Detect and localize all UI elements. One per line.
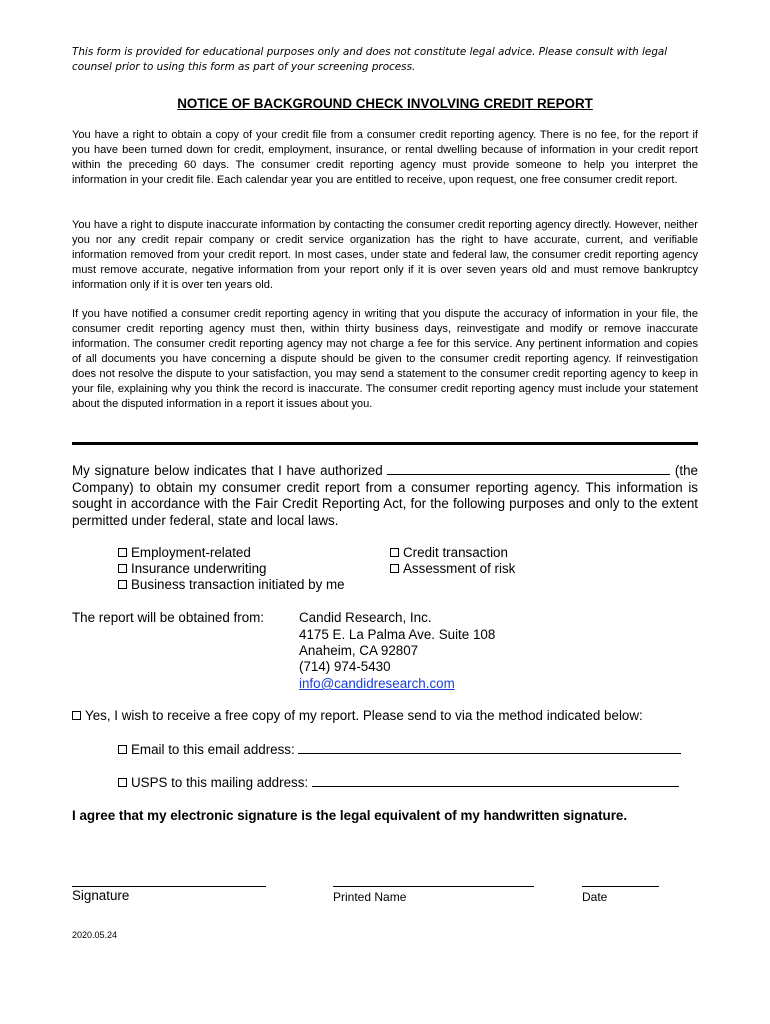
printed-name-label: Printed Name	[333, 890, 407, 904]
authorization-rest: (the Company) to obtain my consumer credit report from a consumer reporting agency. This information is sought in accordance with the Fair Credit Reporting Act, for the following purposes and only to the extent permitted under federal, state and local laws.	[72, 463, 698, 528]
obtained-from-label: The report will be obtained from:	[72, 610, 265, 625]
agency-city: Anaheim, CA 92807	[299, 643, 419, 658]
paragraph-reinvestigation: If you have notified a consumer credit reporting agency in writing that you dispute the accuracy of information in your file, the consumer credit reporting agency must then, within thirty business days, reinvestigate and modify or remove inaccurate information. The consumer credit reporting agency may not charge a fee for this service. Any pertinent information and copies of all documents you have concerning a dispute should be given to the consumer credit reporting agency. If reinvestigation does not resolve the dispute to your satisfaction, you may send a statement to the consumer credit reporting agency to keep in your file, explaining why you think the record is inaccurate. The consumer credit reporting agency must include your statement about the disputed information in a report it issues about you.	[72, 308, 698, 410]
authorization-lead: My signature below indicates that I have authorized	[72, 463, 383, 478]
checkbox-credit[interactable]	[390, 548, 399, 557]
checkbox-risk[interactable]	[390, 564, 399, 573]
copy-usps-label: USPS to this mailing address:	[131, 775, 309, 790]
checkbox-employment[interactable]	[118, 548, 127, 557]
email-address-field[interactable]	[298, 741, 681, 754]
paragraph-right-to-copy: You have a right to obtain a copy of your credit file from a consumer credit reporting agency. There is no fee, for the report if you have been turned down for credit, employment, insurance, or rental dwelling because of information in your credit report within the preceding 60 days. The consumer credit reporting agency must provide someone to help you interpret the information in your credit file. Each calendar year you are entitled to receive, upon request, one free consumer credit report.	[72, 129, 698, 186]
page-title: NOTICE OF BACKGROUND CHECK INVOLVING CREDIT REPORT	[177, 96, 593, 111]
date-line[interactable]	[582, 886, 659, 887]
signature-label: Signature	[72, 888, 130, 903]
purpose-insurance[interactable]	[118, 561, 266, 578]
checkbox-copy-email[interactable]	[118, 745, 127, 754]
authorization-statement	[72, 462, 698, 529]
purpose-risk[interactable]	[390, 561, 515, 578]
date-label: Date	[582, 890, 608, 904]
copy-request-yes[interactable]	[72, 708, 643, 725]
agency-phone: (714) 974-5430	[299, 659, 391, 674]
checkbox-copy-usps[interactable]	[118, 778, 127, 787]
printed-name-line[interactable]	[333, 886, 534, 887]
purpose-employment-label: Employment-related	[131, 545, 251, 560]
company-name-field[interactable]	[387, 462, 670, 475]
checkbox-business[interactable]	[118, 580, 127, 589]
electronic-signature-agreement: I agree that my electronic signature is the legal equivalent of my handwritten signature.	[72, 808, 628, 823]
purpose-credit[interactable]	[390, 545, 508, 562]
mailing-address-field[interactable]	[312, 774, 679, 787]
purpose-risk-label: Assessment of risk	[403, 561, 516, 576]
disclaimer: This form is provided for educational purposes only and does not constitute legal advice. Please consult with legal counsel prior to using this form as part of your screening process.	[72, 46, 668, 73]
purpose-business[interactable]	[118, 577, 345, 594]
agency-email-link[interactable]: info@candidresearch.com	[299, 676, 455, 691]
purpose-credit-label: Credit transaction	[403, 545, 508, 560]
checkbox-insurance[interactable]	[118, 564, 127, 573]
copy-by-usps[interactable]	[118, 774, 679, 792]
purpose-insurance-label: Insurance underwriting	[131, 561, 267, 576]
purpose-business-label: Business transaction initiated by me	[131, 577, 345, 592]
checkbox-copy-request[interactable]	[72, 711, 81, 720]
purpose-employment[interactable]	[118, 545, 251, 562]
paragraph-right-to-dispute: You have a right to dispute inaccurate information by contacting the consumer credit reporting agency directly. However, neither you nor any credit repair company or credit service organization has the right to have accurate, current, and verifiable information removed from your credit report. In most cases, under state and federal law, the consumer credit reporting agency must remove accurate, negative information from your report only if it is over seven years old and must remove bankruptcy information only if it is over ten years old.	[72, 219, 698, 291]
agency-street: 4175 E. La Palma Ave. Suite 108	[299, 627, 496, 642]
copy-by-email[interactable]	[118, 741, 681, 759]
copy-request-yes-label: Yes, I wish to receive a free copy of my report. Please send to via the method indicated below:	[85, 708, 643, 723]
section-divider	[72, 442, 698, 445]
form-version: 2020.05.24	[72, 930, 118, 940]
signature-line[interactable]	[72, 886, 266, 887]
agency-name: Candid Research, Inc.	[299, 610, 432, 625]
copy-email-label: Email to this email address:	[131, 742, 295, 757]
